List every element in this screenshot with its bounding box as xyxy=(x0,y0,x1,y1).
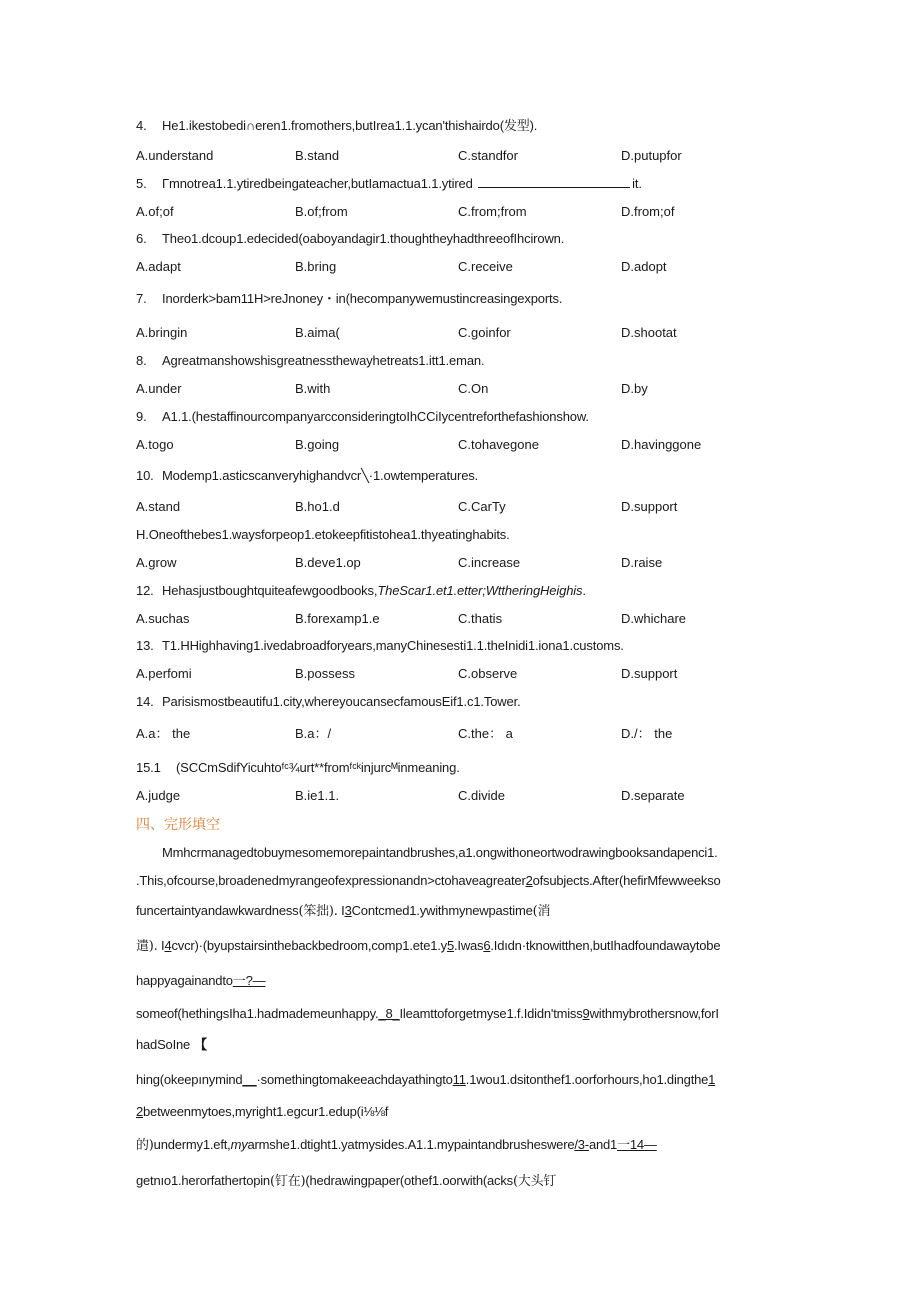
passage-text: ofsubjects.After(hefirMfewweekso xyxy=(532,873,721,888)
passage-text: Ileamttoforgetmyse1.f.Ididn'tmiss xyxy=(399,1006,583,1021)
blank-number: 4 xyxy=(164,938,172,953)
question-number: 12. xyxy=(136,583,154,598)
passage-text: funcertaintyandawkwardness xyxy=(136,903,299,918)
passage-text: withmybrothersnow,forI xyxy=(589,1006,719,1021)
passage-line-3 xyxy=(136,903,796,920)
option-d: D.support xyxy=(621,666,678,681)
passage-line-6 xyxy=(136,1006,796,1022)
passage-text: someof(hethingsIha1.hadmademeunhappy. xyxy=(136,1006,379,1021)
question-number: H. xyxy=(136,527,149,542)
option-a: A.adapt xyxy=(136,259,181,274)
blank-number: __ xyxy=(242,1072,257,1087)
question-6 xyxy=(136,231,564,247)
option-d: D./： the xyxy=(621,726,673,741)
question-7 xyxy=(136,291,562,307)
option-d: D.raise xyxy=(621,555,663,570)
question-stem: Oneofthebes1.waysforpeop1.etokeepfitistohea1.thyeatinghabits. xyxy=(148,527,510,542)
option-b: B.bring xyxy=(295,259,337,274)
option-d: D.support xyxy=(621,499,678,514)
question-stem: Inorderk>bam11H>reJnoney・in(hecompanywemustincreasingexports. xyxy=(162,291,563,306)
question-15-options xyxy=(136,788,836,804)
passage-text: .This,ofcourse,broadenedmyrangeofexpressionandn>ctohaveagreater xyxy=(136,873,526,888)
option-c: C.receive xyxy=(458,259,513,274)
option-a: A.understand xyxy=(136,148,214,163)
option-d: D.shootat xyxy=(621,325,677,340)
section-heading: 四、完形填空 xyxy=(136,817,220,833)
question-stem: (SCCmSdifYicuhtoᶠᶜ¾urt**fromᶠᶜᵏinjurcᴹinmeaning. xyxy=(176,760,460,775)
answer-blank xyxy=(478,176,630,188)
question-8-options xyxy=(136,381,836,397)
option-d: D.separate xyxy=(621,788,685,803)
question-number: 14. xyxy=(136,694,154,709)
blank-number: 一?— xyxy=(232,973,266,988)
option-b: B.with xyxy=(295,381,331,396)
question-10-options xyxy=(136,499,836,515)
question-number: 4. xyxy=(136,118,147,133)
passage-line-9 xyxy=(136,1104,796,1120)
passage-line-1 xyxy=(136,845,822,861)
question-5 xyxy=(136,176,642,192)
option-b: B.deve1.op xyxy=(295,555,361,570)
option-a: A.perfomi xyxy=(136,666,192,681)
passage-text: armshe1.dtight1.yatmysides.A1.1.mypaintandbrusheswere xyxy=(247,1137,575,1152)
question-5-options xyxy=(136,204,836,220)
question-14 xyxy=(136,694,521,710)
option-c: C.observe xyxy=(458,666,518,681)
passage-line-11 xyxy=(136,1173,796,1190)
question-9-options xyxy=(136,437,836,453)
option-c: C.On xyxy=(458,381,489,396)
question-stem: A1.1.(hestaffinourcompanyarcconsideringtoIhCCiIycentreforthefashionshow. xyxy=(162,409,589,424)
question-7-options xyxy=(136,325,836,341)
passage-line-5 xyxy=(136,973,796,989)
option-b: B.ho1.d xyxy=(295,499,340,514)
blank-number: _8_ xyxy=(378,1006,400,1021)
passage-text: I xyxy=(161,938,165,953)
option-d: D.by xyxy=(621,381,648,396)
passage-line-10 xyxy=(136,1137,796,1154)
blank-number: /3- xyxy=(574,1137,589,1152)
option-b: B.forexamp1.e xyxy=(295,611,380,626)
option-c: C.thatis xyxy=(458,611,503,626)
passage-line-2 xyxy=(136,873,796,889)
question-10 xyxy=(136,468,478,484)
option-c: C.divide xyxy=(458,788,505,803)
question-number: 6. xyxy=(136,231,147,246)
passage-text: hadSoIne xyxy=(136,1037,191,1052)
question-number: 10. xyxy=(136,468,154,483)
passage-text: my xyxy=(230,1137,248,1152)
passage-text: happyagainandto xyxy=(136,973,233,988)
blank-number: 5 xyxy=(446,938,454,953)
question-9 xyxy=(136,409,589,425)
passage-gloss: (钉在) xyxy=(269,1174,306,1189)
option-a: A.bringin xyxy=(136,325,188,340)
blank-number: 9 xyxy=(582,1006,590,1021)
question-12 xyxy=(136,583,586,599)
question-6-options xyxy=(136,259,836,275)
passage-text: Mmhcrmanagedtobuymesomemorepaintandbrushes,a1.ongwithoneortwodrawingbooksandapenci1. xyxy=(162,845,718,860)
question-8 xyxy=(136,353,484,369)
passage-text: betweenmytoes,myright1.egcur1.edup(i⅛⅛f xyxy=(143,1104,389,1119)
bracket-mark: 【 xyxy=(194,1037,207,1052)
option-a: A.togo xyxy=(136,437,174,452)
passage-gloss: 遣). xyxy=(136,939,158,954)
question-15 xyxy=(136,760,460,776)
question-stem: Parisismostbeautifu1.city,whereyoucansecfamousEif1.c1.Tower. xyxy=(162,694,521,709)
question-stem-end: . xyxy=(582,583,586,598)
question-stem: Hehasjustboughtquiteafewgoodbooks, xyxy=(162,583,378,598)
passage-line-7 xyxy=(136,1037,796,1053)
question-stem: Γmnotrea1.1.ytiredbeingateacher,butIamactua1.1.ytired xyxy=(162,176,473,191)
question-13 xyxy=(136,638,624,654)
question-13-options xyxy=(136,666,836,682)
question-number: 7. xyxy=(136,291,147,306)
option-b: B.a：/ xyxy=(295,726,332,741)
passage-text: .1wou1.dsitonthef1.oorforhours,ho1.dingthe xyxy=(465,1072,709,1087)
blank-number: 1 xyxy=(708,1072,716,1087)
passage-line-4 xyxy=(136,938,796,955)
passage-text: and1 xyxy=(588,1137,618,1152)
option-a: A.judge xyxy=(136,788,181,803)
question-stem: Theo1.dcoup1.edecided(oaboyandagir1.thoughtheyhadthreeofIhcirown. xyxy=(162,231,565,246)
question-11 xyxy=(136,527,510,543)
blank-number: 6 xyxy=(483,938,491,953)
passage-gloss: (消 xyxy=(532,904,551,919)
passage-text: .Iwas xyxy=(454,938,484,953)
passage-text: getnıo1.herorfathertopin xyxy=(136,1173,270,1188)
option-b: B.going xyxy=(295,437,340,452)
question-number: 8. xyxy=(136,353,147,368)
passage-line-8 xyxy=(136,1072,796,1088)
question-number: 9. xyxy=(136,409,147,424)
question-4-options xyxy=(136,148,836,164)
option-d: D.from;of xyxy=(621,204,675,219)
passage-text: (hedrawingpaper(othef1.oorwith(acks xyxy=(305,1173,513,1188)
question-stem: Modemp1.asticscanveryhighandvcr╲·1.owtemperatures. xyxy=(162,468,479,483)
blank-number: 11 xyxy=(452,1072,466,1087)
option-a: A.grow xyxy=(136,555,177,570)
option-a: A.stand xyxy=(136,499,181,514)
passage-text: Contcmed1.ywithmynewpastime xyxy=(351,903,533,918)
option-c: C.goinfor xyxy=(458,325,511,340)
passage-gloss: (大头钉 xyxy=(512,1174,557,1189)
blank-number: 3 xyxy=(344,903,352,918)
option-a: A.suchas xyxy=(136,611,190,626)
question-number: 13. xyxy=(136,638,154,653)
passage-text: ·somethingtomakeeachdayathingto xyxy=(256,1072,453,1087)
question-stem: T1.HHighhaving1.ivedabroadforyears,manyChinesesti1.1.theInidi1.iona1.customs. xyxy=(162,638,624,653)
option-b: B.aima( xyxy=(295,325,340,340)
passage-text: undermy1.eft, xyxy=(153,1137,231,1152)
passage-gloss: (笨拙). xyxy=(298,904,338,919)
option-d: D.whichare xyxy=(621,611,687,626)
option-d: D.adopt xyxy=(621,259,667,274)
option-b: B.ie1.1. xyxy=(295,788,340,803)
question-4 xyxy=(136,118,537,134)
option-b: B.stand xyxy=(295,148,340,163)
option-c: C.standfor xyxy=(458,148,518,163)
passage-text: cvcr)·(byupstairsinthebackbedroom,comp1.ete1.y xyxy=(171,938,447,953)
blank-number: 一14— xyxy=(617,1137,657,1152)
question-stem: Agreatmanshowshisgreatnessthewayhetreats1.itt1.eman. xyxy=(162,353,485,368)
passage-text: .Idıdn·tknowitthen,butIhadfoundawaytobe xyxy=(490,938,721,953)
question-number: 5. xyxy=(136,176,147,191)
question-stem-end: it. xyxy=(632,176,642,191)
question-stem: He1.ikestobedi∩eren1.fromothers,butIrea1.1.ycan'thishairdo(发型). xyxy=(162,118,538,133)
option-d: D.putupfor xyxy=(621,148,682,163)
question-11-options xyxy=(136,555,836,571)
option-a: A.under xyxy=(136,381,182,396)
question-12-options xyxy=(136,611,836,627)
book-titles: TheScar1.et1.etter;WttheringHeighis xyxy=(377,583,583,598)
option-d: D.havinggone xyxy=(621,437,702,452)
option-b: B.of;from xyxy=(295,204,348,219)
question-14-options xyxy=(136,726,836,742)
passage-text: hing(okeepınymind xyxy=(136,1072,243,1087)
blank-number: 2 xyxy=(136,1104,144,1119)
question-number: 15.1 xyxy=(136,760,161,775)
option-c: C.increase xyxy=(458,555,521,570)
option-b: B.possess xyxy=(295,666,355,681)
option-c: C.from;from xyxy=(458,204,527,219)
passage-text: I xyxy=(341,903,345,918)
option-c: C.CarTy xyxy=(458,499,506,514)
option-c: C.the： a xyxy=(458,726,513,741)
option-a: A.of;of xyxy=(136,204,174,219)
option-c: C.tohavegone xyxy=(458,437,539,452)
blank-number: 2 xyxy=(525,873,533,888)
passage-gloss: 的) xyxy=(136,1138,154,1153)
option-a: A.a： the xyxy=(136,726,191,741)
